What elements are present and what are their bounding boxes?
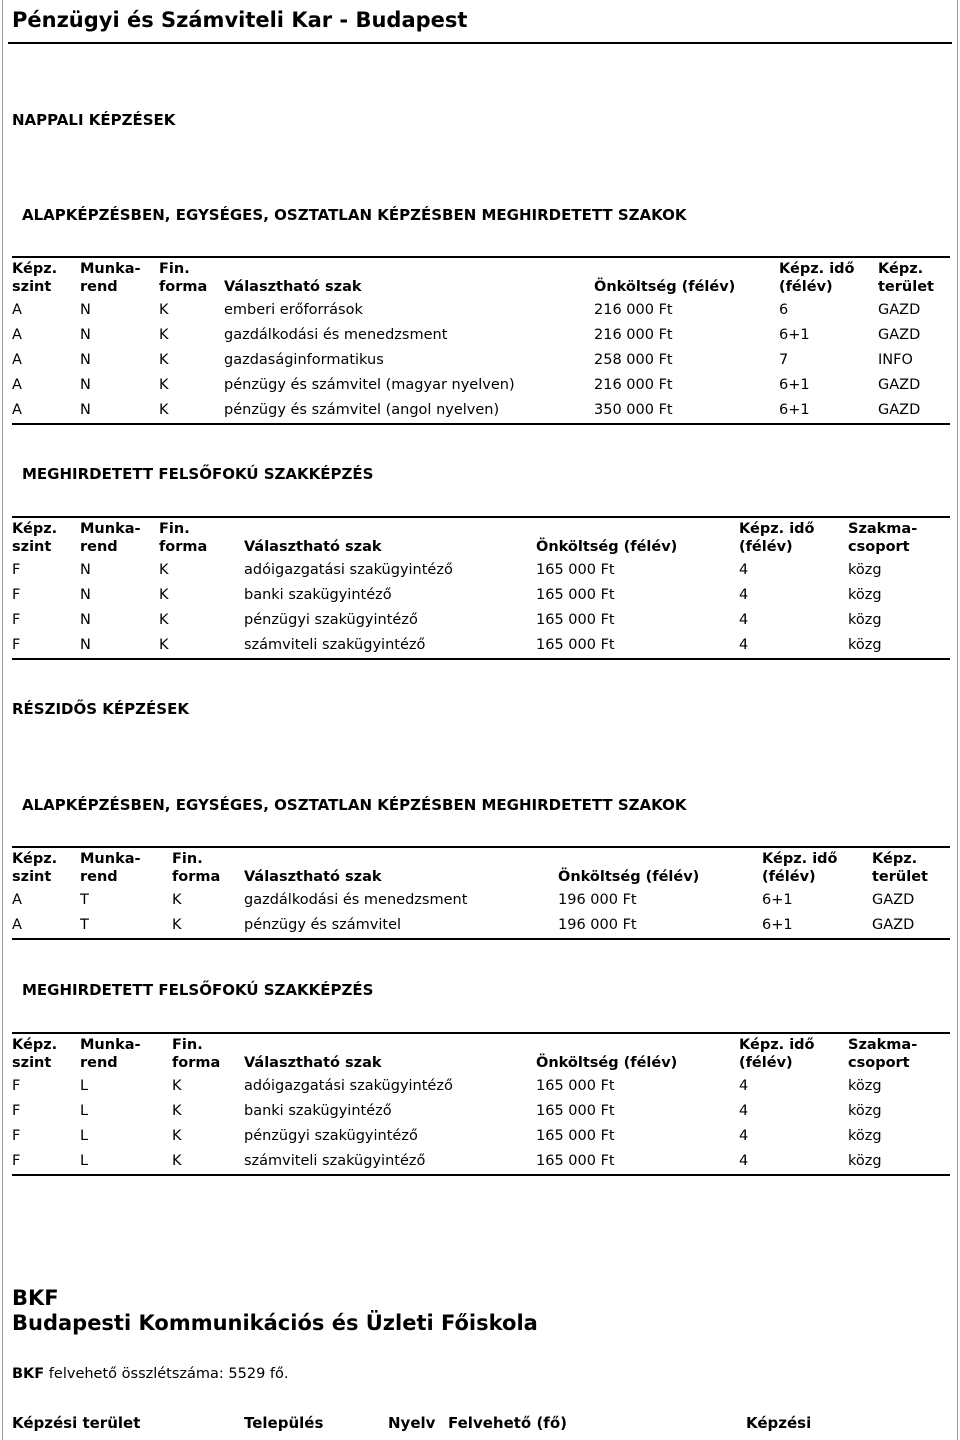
- cell-szak: számviteli szakügyintéző: [244, 637, 426, 653]
- bkf-abbr: BKF: [12, 1286, 59, 1310]
- cell-munkarend: N: [80, 352, 91, 368]
- cell-munkarend: L: [80, 1128, 89, 1144]
- header-szak: [244, 538, 382, 556]
- table-row: [12, 633, 950, 658]
- header-terulet: [878, 260, 934, 296]
- nappali-alap-subheading: ALAPKÉPZÉSBEN, EGYSÉGES, OSZTATLAN KÉPZÉSBEN MEGHIRDETETT SZAKOK: [22, 206, 687, 224]
- cell-kepz-szint: A: [12, 302, 22, 318]
- cell-kepz-ido: 6: [779, 302, 789, 318]
- cell-terulet: közg: [848, 612, 882, 628]
- header-munkarend: [80, 1036, 141, 1072]
- nappali-alap-table: [12, 256, 950, 425]
- header-label: Fin.: [172, 1037, 203, 1053]
- header-label: Fin.: [159, 521, 190, 537]
- cell-onkoltseg: 165 000 Ft: [536, 562, 615, 578]
- cell-szak: adóigazgatási szakügyintéző: [244, 1078, 453, 1094]
- cell-munkarend: N: [80, 587, 91, 603]
- cell-munkarend: N: [80, 327, 91, 343]
- cell-terulet: GAZD: [878, 302, 921, 318]
- cell-onkoltseg: 165 000 Ft: [536, 1153, 615, 1169]
- header-fin-forma: [172, 850, 220, 886]
- table-header: [12, 516, 950, 558]
- header-label: Szakma-: [848, 521, 918, 537]
- header-fin-forma: [172, 1036, 220, 1072]
- cell-onkoltseg: 165 000 Ft: [536, 612, 615, 628]
- cell-munkarend: L: [80, 1103, 89, 1119]
- cell-terulet: közg: [848, 1128, 882, 1144]
- cell-fin-forma: K: [159, 377, 169, 393]
- table-body: [12, 298, 950, 425]
- cell-kepz-ido: 4: [739, 1128, 749, 1144]
- cell-fin-forma: K: [159, 327, 169, 343]
- header-label: Képz. idő: [739, 521, 815, 537]
- cell-fin-forma: K: [172, 1153, 182, 1169]
- cell-fin-forma: K: [172, 1078, 182, 1094]
- cell-onkoltseg: 165 000 Ft: [536, 637, 615, 653]
- table-header: [12, 846, 950, 888]
- header-label: Képz.: [12, 261, 58, 277]
- header-kepz-szint: [12, 850, 57, 886]
- table-row: [12, 888, 950, 913]
- cell-terulet: közg: [848, 1153, 882, 1169]
- header-label: (félév): [739, 1055, 793, 1071]
- header-kepz-szint: [12, 1036, 57, 1072]
- cell-kepz-ido: 6+1: [762, 917, 793, 933]
- header-label: Munka-: [80, 521, 141, 537]
- header-label: Képz.: [878, 261, 924, 277]
- reszido-felso-subheading: MEGHIRDETETT FELSŐFOKÚ SZAKKÉPZÉS: [22, 981, 374, 999]
- header-szak: [224, 278, 362, 296]
- header-label: terület: [872, 869, 928, 885]
- cell-szak: pénzügyi szakügyintéző: [244, 612, 418, 628]
- cell-terulet: GAZD: [872, 892, 915, 908]
- cell-munkarend: N: [80, 637, 91, 653]
- header-label: rend: [80, 279, 118, 295]
- nappali-felso-subheading: MEGHIRDETETT FELSŐFOKÚ SZAKKÉPZÉS: [22, 465, 374, 483]
- header-szak: [244, 1054, 382, 1072]
- cell-kepz-szint: F: [12, 1128, 21, 1144]
- table-row: [12, 608, 950, 633]
- cell-terulet: GAZD: [878, 327, 921, 343]
- header-label: forma: [159, 539, 208, 555]
- cell-kepz-szint: A: [12, 327, 22, 343]
- table-row: [12, 1074, 950, 1099]
- col-telepules: Település: [244, 1414, 324, 1432]
- header-label: forma: [172, 1055, 221, 1071]
- reszido-heading: RÉSZIDŐS KÉPZÉSEK: [12, 700, 189, 718]
- header-kepz-ido: [762, 850, 838, 886]
- header-label: csoport: [848, 539, 910, 555]
- cell-szak: banki szakügyintéző: [244, 587, 392, 603]
- cell-onkoltseg: 165 000 Ft: [536, 1103, 615, 1119]
- cell-onkoltseg: 165 000 Ft: [536, 587, 615, 603]
- cell-terulet: közg: [848, 637, 882, 653]
- cell-kepz-szint: A: [12, 402, 22, 418]
- col-kepzesi: Képzési: [746, 1414, 812, 1432]
- table-body: [12, 1074, 950, 1176]
- table-body: [12, 558, 950, 660]
- table-row: [12, 373, 950, 398]
- header-label: Választható szak: [244, 1055, 382, 1071]
- header-terulet: [872, 850, 928, 886]
- cell-munkarend: N: [80, 612, 91, 628]
- header-kepz-ido: [779, 260, 855, 296]
- header-munkarend: [80, 850, 141, 886]
- table-row: [12, 1099, 950, 1124]
- cell-szak: számviteli szakügyintéző: [244, 1153, 426, 1169]
- cell-onkoltseg: 216 000 Ft: [594, 377, 673, 393]
- cell-terulet: közg: [848, 562, 882, 578]
- header-label: szint: [12, 539, 52, 555]
- cell-onkoltseg: 258 000 Ft: [594, 352, 673, 368]
- cell-kepz-ido: 4: [739, 1153, 749, 1169]
- cell-kepz-szint: A: [12, 352, 22, 368]
- cell-onkoltseg: 196 000 Ft: [558, 917, 637, 933]
- cell-munkarend: N: [80, 377, 91, 393]
- cell-kepz-ido: 4: [739, 1103, 749, 1119]
- table-row: [12, 348, 950, 373]
- cell-munkarend: T: [80, 917, 89, 933]
- cell-kepz-ido: 6+1: [779, 377, 810, 393]
- col-kepzesi-terulet: Képzési terület: [12, 1414, 141, 1432]
- header-label: Választható szak: [244, 539, 382, 555]
- cell-szak: gazdálkodási és menedzsment: [224, 327, 448, 343]
- header-label: Fin.: [172, 851, 203, 867]
- cell-munkarend: T: [80, 892, 89, 908]
- header-label: terület: [878, 279, 934, 295]
- header-label: Választható szak: [244, 869, 382, 885]
- reszido-felso-table: [12, 1032, 950, 1176]
- header-label: Önköltség (félév): [536, 539, 678, 555]
- reszido-alap-subheading: ALAPKÉPZÉSBEN, EGYSÉGES, OSZTATLAN KÉPZÉSBEN MEGHIRDETETT SZAKOK: [22, 796, 687, 814]
- cell-terulet: INFO: [878, 352, 913, 368]
- cell-munkarend: N: [80, 562, 91, 578]
- cell-szak: adóigazgatási szakügyintéző: [244, 562, 453, 578]
- cell-szak: banki szakügyintéző: [244, 1103, 392, 1119]
- cell-kepz-szint: F: [12, 612, 21, 628]
- cell-kepz-szint: F: [12, 637, 21, 653]
- cell-onkoltseg: 216 000 Ft: [594, 302, 673, 318]
- cell-fin-forma: K: [172, 892, 182, 908]
- header-label: Önköltség (félév): [558, 869, 700, 885]
- header-label: forma: [159, 279, 208, 295]
- col-felveheto: Felvehető (fő): [448, 1414, 567, 1432]
- table-row: [12, 1124, 950, 1149]
- header-munkarend: [80, 260, 141, 296]
- header-munkarend: [80, 520, 141, 556]
- cell-fin-forma: K: [172, 917, 182, 933]
- header-label: csoport: [848, 1055, 910, 1071]
- header-label: Szakma-: [848, 1037, 918, 1053]
- header-label: rend: [80, 1055, 118, 1071]
- header-label: Munka-: [80, 851, 141, 867]
- cell-szak: pénzügy és számvitel: [244, 917, 402, 933]
- cell-szak: pénzügy és számvitel (angol nyelven): [224, 402, 500, 418]
- bkf-note-text: felvehető összlétszáma: 5529 fő.: [44, 1366, 289, 1382]
- header-label: Munka-: [80, 1037, 141, 1053]
- header-label: forma: [172, 869, 221, 885]
- cell-szak: emberi erőforrások: [224, 302, 363, 318]
- header-label: Képz.: [872, 851, 918, 867]
- header-fin-forma: [159, 260, 207, 296]
- cell-kepz-szint: F: [12, 562, 21, 578]
- cell-kepz-ido: 6+1: [762, 892, 793, 908]
- cell-onkoltseg: 165 000 Ft: [536, 1078, 615, 1094]
- cell-kepz-szint: F: [12, 1103, 21, 1119]
- header-label: (félév): [739, 539, 793, 555]
- table-row: [12, 558, 950, 583]
- header-label: szint: [12, 1055, 52, 1071]
- cell-terulet: közg: [848, 1103, 882, 1119]
- table-row: [12, 1149, 950, 1174]
- cell-kepz-szint: F: [12, 1153, 21, 1169]
- header-label: Képz. idő: [762, 851, 838, 867]
- title-rule: [8, 42, 952, 44]
- header-kepz-szint: [12, 260, 57, 296]
- header-label: rend: [80, 869, 118, 885]
- cell-kepz-ido: 4: [739, 1078, 749, 1094]
- header-label: Munka-: [80, 261, 141, 277]
- col-nyelv: Nyelv: [388, 1414, 436, 1432]
- cell-fin-forma: K: [159, 402, 169, 418]
- cell-kepz-szint: A: [12, 917, 22, 933]
- cell-kepz-ido: 4: [739, 562, 749, 578]
- cell-fin-forma: K: [159, 612, 169, 628]
- cell-szak: gazdaságinformatikus: [224, 352, 384, 368]
- cell-kepz-ido: 4: [739, 587, 749, 603]
- cell-onkoltseg: 350 000 Ft: [594, 402, 673, 418]
- cell-terulet: GAZD: [878, 402, 921, 418]
- table-row: [12, 583, 950, 608]
- header-label: Választható szak: [224, 279, 362, 295]
- cell-kepz-szint: A: [12, 377, 22, 393]
- cell-onkoltseg: 165 000 Ft: [536, 1128, 615, 1144]
- header-onkoltseg: [536, 1054, 677, 1072]
- cell-szak: gazdálkodási és menedzsment: [244, 892, 468, 908]
- cell-kepz-szint: F: [12, 1078, 21, 1094]
- cell-munkarend: N: [80, 402, 91, 418]
- cell-fin-forma: K: [159, 302, 169, 318]
- table-row: [12, 913, 950, 938]
- header-label: Önköltség (félév): [594, 279, 736, 295]
- table-body: [12, 888, 950, 940]
- cell-fin-forma: K: [159, 587, 169, 603]
- header-onkoltseg: [536, 538, 677, 556]
- header-label: Képz.: [12, 1037, 58, 1053]
- cell-kepz-ido: 6+1: [779, 402, 810, 418]
- reszido-alap-table: [12, 846, 950, 940]
- header-terulet: [848, 1036, 917, 1072]
- cell-kepz-ido: 7: [779, 352, 789, 368]
- page-title: Pénzügyi és Számviteli Kar - Budapest: [12, 8, 468, 32]
- cell-munkarend: N: [80, 302, 91, 318]
- cell-munkarend: L: [80, 1153, 89, 1169]
- cell-szak: pénzügy és számvitel (magyar nyelven): [224, 377, 515, 393]
- cell-terulet: GAZD: [872, 917, 915, 933]
- cell-terulet: GAZD: [878, 377, 921, 393]
- header-label: (félév): [779, 279, 833, 295]
- table-row: [12, 323, 950, 348]
- header-label: (félév): [762, 869, 816, 885]
- cell-kepz-ido: 6+1: [779, 327, 810, 343]
- header-szak: [244, 868, 382, 886]
- bkf-note-bold: BKF: [12, 1366, 45, 1382]
- header-kepz-szint: [12, 520, 57, 556]
- table-header: [12, 256, 950, 298]
- cell-kepz-szint: F: [12, 587, 21, 603]
- bkf-name: Budapesti Kommunikációs és Üzleti Főiskola: [12, 1311, 538, 1335]
- header-label: Fin.: [159, 261, 190, 277]
- header-onkoltseg: [594, 278, 735, 296]
- cell-onkoltseg: 196 000 Ft: [558, 892, 637, 908]
- table-row: [12, 298, 950, 323]
- header-label: Képz.: [12, 851, 58, 867]
- header-label: Önköltség (félév): [536, 1055, 678, 1071]
- cell-fin-forma: K: [159, 562, 169, 578]
- table-row: [12, 398, 950, 423]
- cell-onkoltseg: 216 000 Ft: [594, 327, 673, 343]
- cell-fin-forma: K: [159, 352, 169, 368]
- cell-szak: pénzügyi szakügyintéző: [244, 1128, 418, 1144]
- cell-terulet: közg: [848, 1078, 882, 1094]
- nappali-felso-table: [12, 516, 950, 660]
- header-label: szint: [12, 279, 52, 295]
- cell-fin-forma: K: [172, 1103, 182, 1119]
- cell-kepz-ido: 4: [739, 612, 749, 628]
- cell-kepz-ido: 4: [739, 637, 749, 653]
- header-onkoltseg: [558, 868, 699, 886]
- nappali-heading: NAPPALI KÉPZÉSEK: [12, 111, 176, 129]
- cell-terulet: közg: [848, 587, 882, 603]
- header-terulet: [848, 520, 917, 556]
- bkf-note: [12, 1366, 289, 1382]
- header-kepz-ido: [739, 520, 815, 556]
- table-header: [12, 1032, 950, 1074]
- cell-munkarend: L: [80, 1078, 89, 1094]
- cell-fin-forma: K: [159, 637, 169, 653]
- header-label: rend: [80, 539, 118, 555]
- header-kepz-ido: [739, 1036, 815, 1072]
- header-fin-forma: [159, 520, 207, 556]
- cell-kepz-szint: A: [12, 892, 22, 908]
- header-label: Képz. idő: [779, 261, 855, 277]
- header-label: Képz. idő: [739, 1037, 815, 1053]
- header-label: szint: [12, 869, 52, 885]
- cell-fin-forma: K: [172, 1128, 182, 1144]
- header-label: Képz.: [12, 521, 58, 537]
